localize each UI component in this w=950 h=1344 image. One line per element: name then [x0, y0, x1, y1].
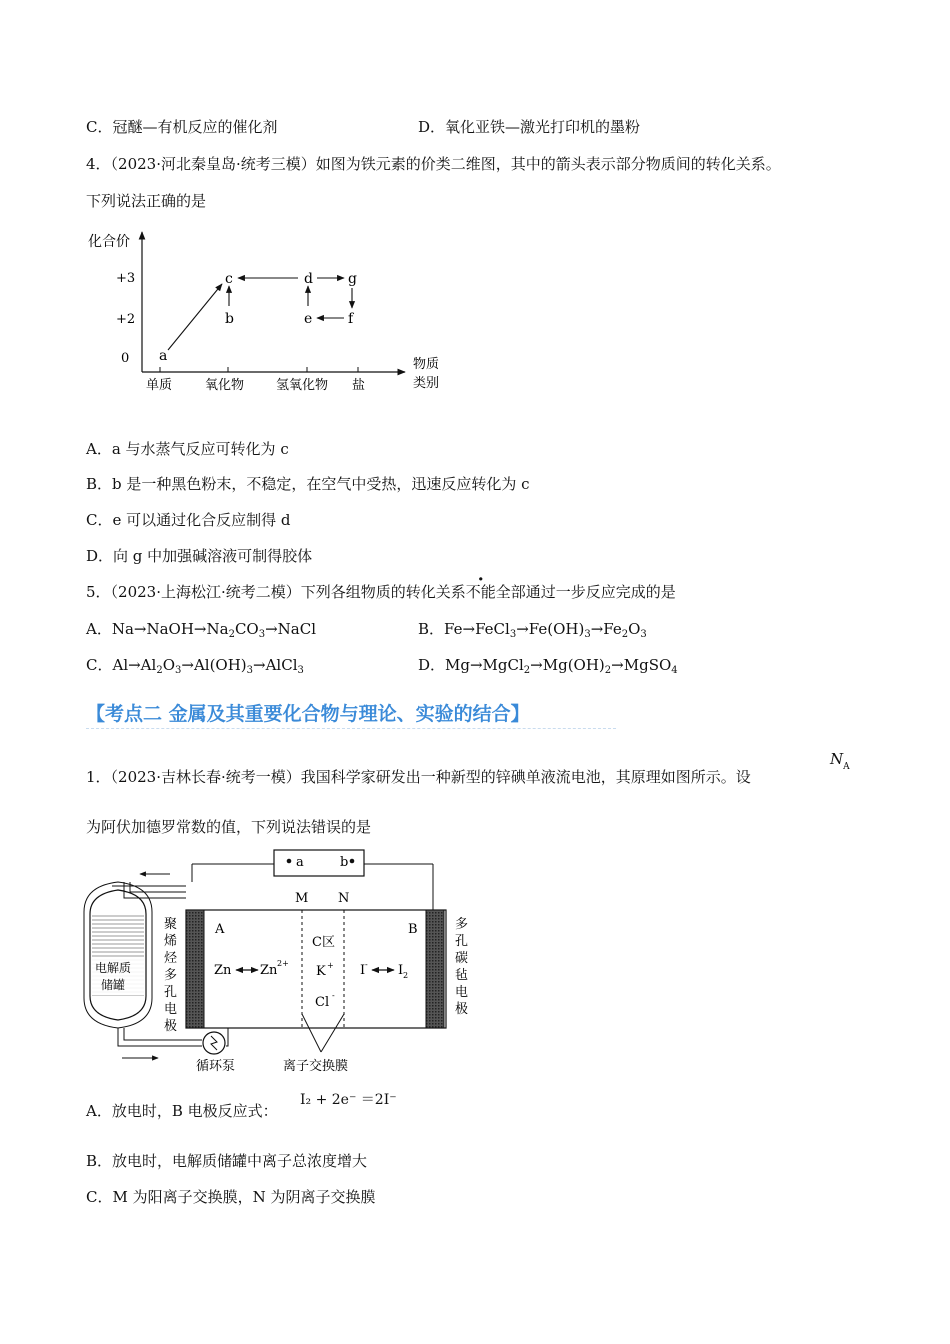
svg-text:2: 2 [403, 971, 409, 980]
x-tick-hydroxide: 氢氧化物 [276, 378, 329, 393]
q5-source: （2023·上海松江·统考二模） [110, 583, 301, 601]
q5-option-b: B．$Fe\to FeCl_3\to Fe(OH)_3\to Fe_2O_3$ [418, 620, 647, 640]
terminal-a: a [296, 855, 304, 870]
point-a: a [159, 348, 168, 364]
q5-option-d: D．$Mg\to MgCl_2\to Mg(OH)_2\to MgSO_4$ [418, 656, 678, 676]
point-c: c [225, 271, 233, 287]
label-n: N [338, 891, 350, 906]
q4-stem [86, 153, 781, 175]
p1-number: 1． [86, 768, 111, 786]
avogadro-symbol [830, 750, 850, 772]
p1-option-b: B．放电时，电解质储罐中离子总浓度增大 [86, 1152, 368, 1170]
label-m: M [295, 891, 309, 906]
membrane-label: 离子交换膜 [283, 1059, 349, 1074]
q4-option-c: C．e 可以通过化合反应制得 d [86, 511, 291, 529]
y-tick-zero: 0 [121, 351, 130, 366]
label-A: A [215, 922, 225, 937]
q4-option-b: B．b 是一种黑色粉末，不稳定，在空气中受热，迅速反应转化为 c [86, 475, 530, 493]
label-B: B [408, 922, 418, 937]
y-tick-plus2: +2 [116, 312, 136, 327]
tank-label-2: 储罐 [101, 978, 126, 992]
p1-stem [86, 766, 751, 788]
avogadro-sub: A [843, 762, 850, 772]
q4-source: （2023·河北秦皇岛·统考三模） [110, 155, 316, 173]
p1-option-a-equation: I₂ + 2e⁻ ＝2I⁻ [300, 1092, 397, 1108]
svg-text:2+: 2+ [277, 959, 289, 968]
left-electrode-label: 聚烯烃多孔电极 [164, 917, 178, 1034]
point-b: b [225, 311, 234, 327]
x-tick-element: 单质 [146, 378, 173, 393]
point-d: d [304, 271, 313, 287]
right-electrode-label: 多孔碳毡电极 [455, 917, 469, 1017]
q5-option-d-label: D． [418, 656, 446, 674]
y-tick-plus3: +3 [116, 271, 136, 286]
terminal-b: b [340, 855, 349, 870]
q4-option-d: D．向 g 中加强碱溶液可制得胶体 [86, 547, 313, 565]
q4-stem-text: 如图为铁元素的价类二维图，其中的箭头表示部分物质间的转化关系。 [315, 155, 781, 173]
zn2-label: Zn [260, 963, 278, 978]
section-heading: 【考点二 金属及其重要化合物与理论、实验的结合】 [86, 700, 616, 729]
p1-option-a: A．放电时，B 电极反应式： [86, 1102, 278, 1120]
c-zone: C区 [312, 935, 335, 950]
x-axis-label-1: 物质 [413, 357, 440, 372]
p1-stem-text: 我国科学家研发出一种新型的锌碘单液流电池，其原理如图所示。设 [300, 768, 751, 786]
x-tick-salt: 盐 [352, 378, 366, 393]
k-ion: K [316, 964, 326, 979]
q5-number: 5． [86, 583, 111, 601]
q5-option-b-label: B． [418, 620, 445, 638]
left-electrode [186, 910, 204, 1028]
svg-text:-: - [332, 991, 335, 1000]
svg-text:-: - [365, 960, 368, 969]
avogadro-n: N [830, 750, 844, 768]
i2-label: I [398, 963, 404, 978]
arrow-a-to-c [168, 284, 222, 350]
cl-ion: Cl [315, 995, 330, 1010]
iron-valence-class-diagram [80, 222, 460, 402]
svg-text:+: + [327, 961, 334, 970]
p1-option-c: C．M 为阳离子交换膜，N 为阴离子交换膜 [86, 1188, 376, 1206]
q4-number: 4． [86, 155, 111, 173]
x-tick-oxide: 氧化物 [205, 378, 245, 393]
right-electrode [426, 910, 444, 1028]
p1-stem-line2: 为阿伏加德罗常数的值，下列说法错误的是 [86, 818, 372, 836]
q5-option-c-label: C． [86, 656, 113, 674]
y-axis-label: 化合价 [88, 234, 130, 250]
q5-option-a-label: A． [86, 620, 112, 638]
q5-stem-pre: 下列各组物质的转化关系 [300, 583, 466, 601]
load-box [274, 850, 364, 876]
q5-stem [86, 581, 676, 603]
tank-label-1: 电解质 [95, 961, 132, 975]
point-e: e [304, 311, 313, 327]
zn-label: Zn [214, 963, 232, 978]
zinc-iodine-flow-battery-diagram [78, 846, 478, 1078]
point-f: f [348, 311, 354, 327]
pump-label: 循环泵 [196, 1059, 236, 1074]
q5-emphasis-text: 不能 [465, 583, 496, 601]
q5-option-c: C．$Al\to Al_2O_3\to Al(OH)_3\to AlCl_3$ [86, 656, 304, 676]
q5-emphasis [466, 583, 496, 601]
q5-option-a: A．$Na\to NaOH\to Na_2CO_3\to NaCl$ [86, 620, 317, 640]
p1-source: （2023·吉林长春·统考一模） [110, 768, 301, 786]
q5-stem-post: 全部通过一步反应完成的是 [495, 583, 676, 601]
x-axis-label-2: 类别 [413, 376, 440, 391]
q4-stem-line2: 下列说法正确的是 [86, 192, 207, 210]
point-g: g [348, 271, 357, 287]
i-ion-label: I [360, 963, 366, 978]
q3-option-d: D．氧化亚铁—激光打印机的墨粉 [418, 118, 641, 136]
q3-option-c: C．冠醚—有机反应的催化剂 [86, 118, 278, 136]
q4-option-a: A．a 与水蒸气反应可转化为 c [86, 440, 289, 458]
